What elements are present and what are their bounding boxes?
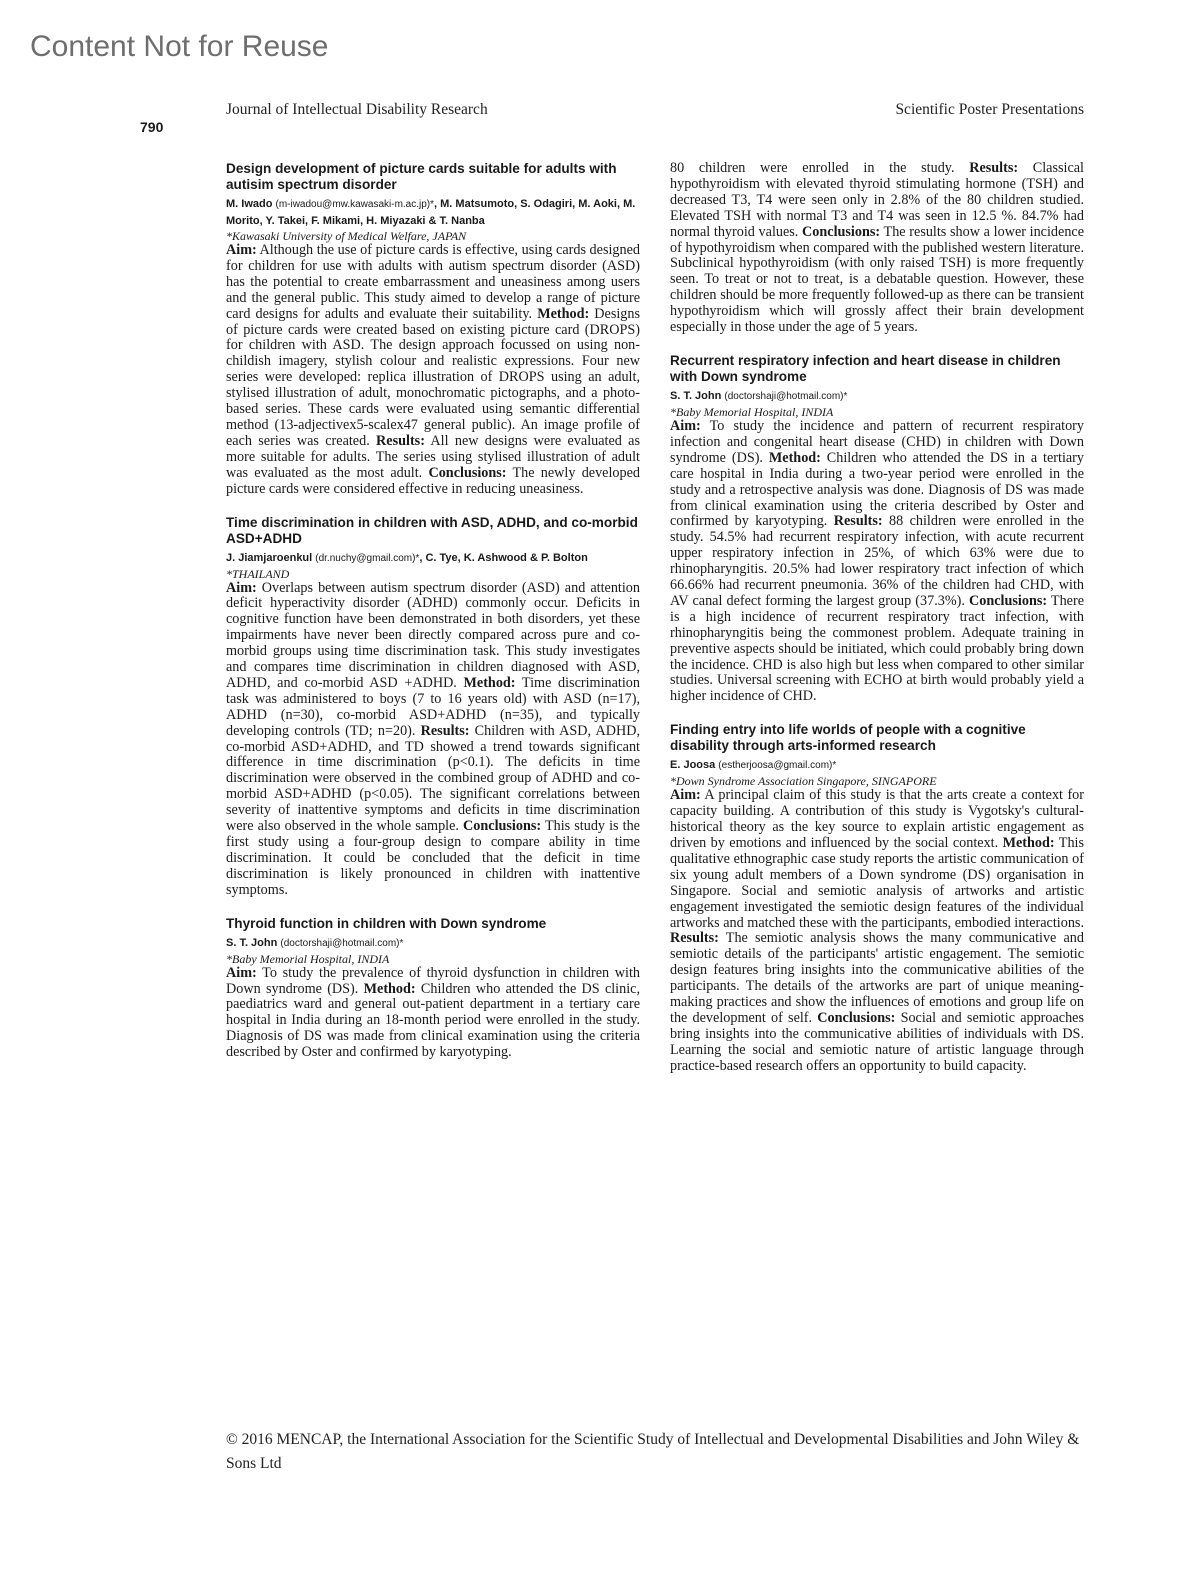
abstract-affiliation: *Kawasaki University of Medical Welfare, JAPAN bbox=[226, 229, 467, 243]
author-email: (doctorshaji@hotmail.com)* bbox=[724, 390, 848, 402]
watermark: Content Not for Reuse bbox=[30, 30, 329, 63]
abstract-authors: J. Jiamjaroenkul (dr.nuchy@gmail.com)*, C. Tye, K. Ashwood & P. Bolton bbox=[226, 551, 588, 564]
abstract-body: Aim: To study the incidence and pattern of recurrent respiratory infection and congenital heart disease (CHD) in children with Down syndrome (DS). Method: Children who attended the DS in a tertiary care hospital in India during a two-year period were enrolled in the study and a retrospective analysis was done. Diagnosis of DS was made from clinical examination using the criteria described by Oster and confirmed by karyotyping. Results: 88 children were enrolled in the study. 54.5% had recurrent respiratory infection, with acute recurrent upper respiratory infection in 25%, of which 63% were due to rhinopharyngitis. 20.5% had lower respiratory tract infection of which 66.66% had recurrent pneumonia. 36% of the children had CHD, with AV canal defect forming the largest group (37.3%). Conclusions: There is a high incidence of recurrent respiratory tract infection, with rhinopharyngitis being the commonest problem. Adequate training in preventive aspects should be initiated, which could probably bring down the incidence. CHD is also high but less when compared to other similar studies. Universal screening with ECHO at birth would probably yield a higher incidence of CHD. bbox=[670, 417, 1085, 705]
abstract-title: Recurrent respiratory infection and heart disease in children with Down syndrome bbox=[670, 352, 1061, 384]
abstract-time-discrimination bbox=[226, 515, 640, 899]
abstract-affiliation: *Baby Memorial Hospital, INDIA bbox=[226, 951, 390, 966]
author-email: (dr.nuchy@gmail.com)* bbox=[315, 552, 420, 564]
journal-name: Journal of Intellectual Disability Research bbox=[226, 101, 488, 118]
abstract-affiliation: *Down Syndrome Association Singapore, SINGAPORE bbox=[670, 774, 937, 789]
left-column bbox=[226, 161, 640, 1078]
author-email: (estherjoosa@gmail.com)* bbox=[718, 760, 837, 772]
abstract-arts-informed-research bbox=[670, 722, 1084, 1074]
section-title: Scientific Poster Presentations bbox=[895, 101, 1084, 118]
abstract-authors: S. T. John (doctorshaji@hotmail.com)* bbox=[226, 936, 404, 949]
abstract-title: Finding entry into life worlds of people with a cognitive disability through arts-informed research bbox=[670, 722, 1026, 754]
author-email: (m-iwadou@mw.kawasaki-m.ac.jp)* bbox=[275, 199, 435, 210]
abstract-thyroid-function-continued bbox=[670, 161, 1084, 336]
abstract-body: 80 children were enrolled in the study. Results: Classical hypothyroidism with elevated thyroid stimulating hormone (TSH) and decreased T3, T4 were seen only in 2.8% of the 80 children studied. Elevated TSH with normal T3 and T4 was seen in 12.5 %. 84.7% had normal thyroid values. Conclusions: The results show a lower incidence of hypothyroidism when compared with the published western literature. Subclinical hypothyroidism (with only raised TSH) is more frequently seen. To treat or not to treat, is a debatable question. However, these children should be more frequently followed-up as there can be transient hypothyroidism which will grossly affect their brain development especially in those under the age of 5 years. bbox=[670, 160, 1085, 336]
abstract-picture-cards bbox=[226, 161, 640, 498]
abstract-affiliation: *Baby Memorial Hospital, INDIA bbox=[670, 404, 834, 419]
page-number: 790 bbox=[140, 119, 164, 135]
copyright-footer: © 2016 MENCAP, the International Association for the Scientific Study of Intellectual and Developmental Disabilities and John Wiley & Sons Ltd bbox=[226, 1431, 1080, 1472]
abstract-respiratory-infection bbox=[670, 353, 1084, 705]
abstract-body: Aim: To study the prevalence of thyroid dysfunction in children with Down syndrome (DS). Method: Children who attended the DS clinic, paediatrics ward and general out-patient department in a tertiary care hospital in India during an 18-month period were enrolled in the study. Diagnosis of DS was made from clinical examination using the criteria described by Oster and confirmed by karyotyping. bbox=[226, 964, 641, 1061]
abstract-authors: S. T. John (doctorshaji@hotmail.com)* bbox=[670, 389, 848, 402]
right-column bbox=[670, 161, 1084, 1092]
abstract-title: Design development of picture cards suitable for adults with autisim spectrum disorder bbox=[226, 161, 617, 192]
abstract-body: Aim: A principal claim of this study is that the arts create a context for capacity building. A contribution of this study is Vygotsky's cultural-historical theory as the key source to explain artistic engagement as driven by emotions and influenced by the social context. Method: This qualitative ethnographic case study reports the artistic communication of six young adult members of a Down syndrome (DS) organisation in Singapore. Social and semiotic analysis of artworks and artistic engagement investigated the semiotic design features of the individual artworks and matched these with the participants, embodied interactions. Results: The semiotic analysis shows the many communicative and semiotic details of the participants' artistic engagement. The semiotic design features bring insights into the communicative abilities of the participants. The details of the artworks are part of unique meaning-making practices and show the influences of emotions and group life on the development of self. Conclusions: Social and semiotic approaches bring insights into the communicative abilities of individuals with DS. Learning the social and semiotic nature of artistic language through practice-based research offers an opportunity to build capacity. bbox=[670, 787, 1085, 1074]
author-email: (doctorshaji@hotmail.com)* bbox=[280, 937, 404, 949]
abstract-title: Thyroid function in children with Down syndrome bbox=[226, 915, 547, 931]
abstract-authors: M. Iwado (m-iwadou@mw.kawasaki-m.ac.jp)*, M. Matsumoto, S. Odagiri, M. Aoki, M. Morito, Y. Takei, F. Mikami, H. Miyazaki & T. Nanba bbox=[226, 198, 636, 227]
abstract-title: Time discrimination in children with ASD, ADHD, and co-morbid ASD+ADHD bbox=[226, 514, 638, 546]
abstract-thyroid-function bbox=[226, 916, 640, 1061]
abstract-authors: E. Joosa (estherjoosa@gmail.com)* bbox=[670, 759, 837, 772]
abstract-body: Aim: Overlaps between autism spectrum disorder (ASD) and attention deficit hyperactivity disorder (ADHD) commonly occur. Deficits in cognitive function have been demonstrated in both disorders, yet these impairments have never been directly compared across pure and co-morbid groups using time discrimination task. This study investigates and compares time discrimination in children diagnosed with ASD, ADHD, and co-morbid ASD +ADHD. Method: Time discrimination task was administered to boys (7 to 16 years old) with ASD (n=17), ADHD (n=30), co-morbid ASD+ADHD (n=35), and typically developing controls (TD; n=20). Results: Children with ASD, ADHD, co-morbid ASD+ADHD, and TD showed a trend towards significant difference in time discrimination (p<0.1). The deficits in time discrimination were observed in the combined group of ADHD and co-morbid ASD+ADHD (p<0.05). The significant correlations between severity of inattentive symptoms and deficits in time discrimination were also observed in the whole sample. Conclusions: This study is the first study using a four-group design to compare ability in time discrimination. It could be concluded that the deficit in time discrimination is likely pronounced in children with inattentive symptoms. bbox=[226, 579, 640, 898]
abstract-affiliation: *THAILAND bbox=[226, 566, 290, 581]
abstract-body: Aim: Although the use of picture cards is effective, using cards designed for children for use with adults with autism spectrum disorder (ASD) has the potential to create embarrassment and uneasiness among users and the general public. This study aimed to develop a range of picture card designs for adults and evaluate their suitability. Method: Designs of picture cards were created based on existing picture card (DROPS) for children with ASD. The design approach focussed on using non-childish imagery, stylish colour and realistic expressions. Four new series were developed: replica illustration of DROPS using an adult, stylised illustration of adult, monochromatic pictographs, and a photo-based series. These cards were evaluated using semantic differential method (13-adjectivex5-scalex47 general public). An image profile of each series was created. Results: All new designs were evaluated as more suitable for adults. The series using stylised illustration of adult was evaluated as the most adult. Conclusions: The newly developed picture cards were considered effective in reducing uneasiness. bbox=[226, 242, 640, 497]
